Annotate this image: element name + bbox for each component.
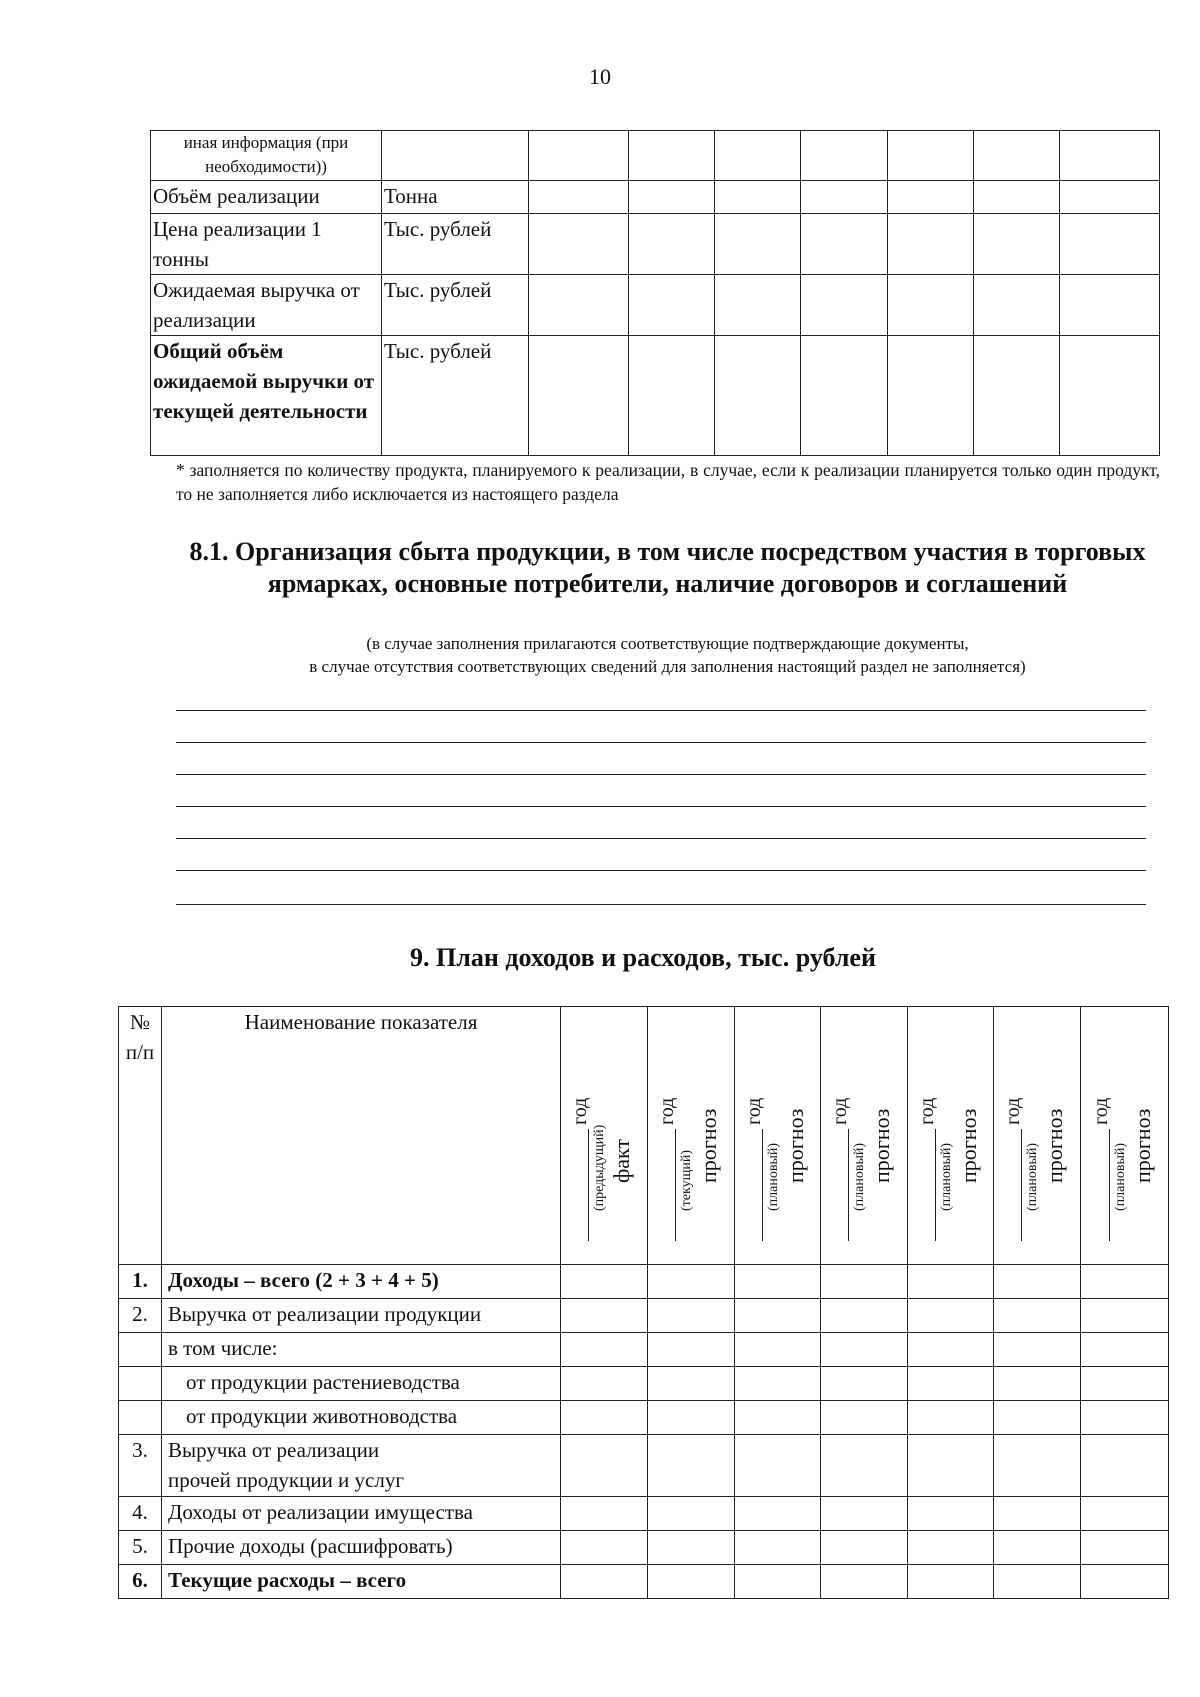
value-cell[interactable] xyxy=(888,275,974,336)
value-cell[interactable] xyxy=(908,1435,994,1497)
value-cell[interactable] xyxy=(1060,275,1160,336)
header-name: Наименование показателя xyxy=(162,1007,561,1265)
table-row xyxy=(119,1565,1169,1599)
value-cell[interactable] xyxy=(561,1531,648,1565)
value-cell[interactable] xyxy=(974,214,1060,275)
header-period xyxy=(561,1007,648,1265)
period-year: год xyxy=(829,1097,851,1125)
value-cell[interactable] xyxy=(994,1531,1081,1565)
row-num xyxy=(119,1367,162,1401)
value-cell[interactable] xyxy=(735,1565,821,1599)
sales-table xyxy=(150,130,1160,456)
value-cell[interactable] xyxy=(888,336,974,456)
value-cell[interactable] xyxy=(648,1265,735,1299)
value-cell[interactable] xyxy=(1081,1435,1169,1497)
period-year: год xyxy=(1089,1097,1112,1125)
value-cell[interactable] xyxy=(1081,1401,1169,1435)
value-cell[interactable] xyxy=(629,214,715,275)
value-cell[interactable] xyxy=(821,1367,908,1401)
value-cell[interactable] xyxy=(1081,1565,1169,1599)
value-cell[interactable] xyxy=(715,131,801,181)
value-cell[interactable] xyxy=(908,1531,994,1565)
header-period xyxy=(1081,1007,1169,1265)
table-row xyxy=(119,1299,1169,1333)
section-9-title: 9. План доходов и расходов, тыс. рублей xyxy=(410,943,876,972)
period-kind: прогноз xyxy=(696,1108,721,1183)
value-cell[interactable] xyxy=(821,1299,908,1333)
header-period xyxy=(821,1007,908,1265)
period-qualifier: (плановый) xyxy=(1025,1142,1040,1211)
row-name: от продукции животноводства xyxy=(162,1401,561,1435)
value-cell[interactable] xyxy=(888,181,974,214)
period-qualifier: (предыдущий) xyxy=(592,1124,607,1211)
value-cell[interactable] xyxy=(908,1299,994,1333)
value-cell[interactable] xyxy=(821,1531,908,1565)
value-cell[interactable] xyxy=(994,1497,1081,1531)
period-kind: прогноз xyxy=(1042,1108,1067,1183)
value-cell[interactable] xyxy=(974,336,1060,456)
table-row xyxy=(119,1531,1169,1565)
footnote: * заполняется по количеству продукта, планируемого к реализации, в случае, если к реализации планируется только один продукт, то не заполняется либо исключается из настоящего раздела xyxy=(176,460,1160,504)
row-num xyxy=(119,1333,162,1367)
value-cell[interactable] xyxy=(735,1333,821,1367)
header-period xyxy=(908,1007,994,1265)
row-unit: Тыс. рублей xyxy=(382,214,529,275)
value-cell[interactable] xyxy=(529,275,629,336)
value-cell[interactable] xyxy=(1081,1265,1169,1299)
header-period xyxy=(648,1007,735,1265)
section-8-1-title: 8.1. Организация сбыта продукции, в том числе посредством участия в торговых ярмарках, основные потребители, наличие договоров и соглашений xyxy=(189,537,1146,598)
value-cell[interactable] xyxy=(648,1435,735,1497)
value-cell[interactable] xyxy=(908,1401,994,1435)
value-cell[interactable] xyxy=(529,181,629,214)
row-label: Общий объём ожидаемой выручки от текущей деятельности xyxy=(151,336,382,456)
row-label: Объём реализации xyxy=(151,181,382,214)
value-cell[interactable] xyxy=(648,1401,735,1435)
value-cell[interactable] xyxy=(561,1333,648,1367)
value-cell[interactable] xyxy=(715,275,801,336)
period-year: год xyxy=(915,1097,938,1125)
value-cell[interactable] xyxy=(735,1367,821,1401)
value-cell[interactable] xyxy=(908,1565,994,1599)
value-cell[interactable] xyxy=(715,336,801,456)
value-cell[interactable] xyxy=(994,1367,1081,1401)
value-cell[interactable] xyxy=(561,1299,648,1333)
value-cell[interactable] xyxy=(561,1401,648,1435)
value-cell[interactable] xyxy=(735,1531,821,1565)
note-line: (в случае заполнения прилагаются соответствующие подтверждающие документы, xyxy=(366,634,969,653)
value-cell[interactable] xyxy=(974,275,1060,336)
table-row xyxy=(151,214,1160,275)
value-cell[interactable] xyxy=(715,214,801,275)
period-qualifier: (плановый) xyxy=(765,1142,781,1211)
table-row xyxy=(119,1265,1169,1299)
row-num: 2. xyxy=(119,1299,162,1333)
row-unit: Тыс. рублей xyxy=(382,336,529,456)
section-8-1-note xyxy=(175,632,1160,678)
table-row xyxy=(151,131,1160,181)
table-row xyxy=(119,1497,1169,1531)
value-cell[interactable] xyxy=(801,275,888,336)
row-num: 3. xyxy=(119,1435,162,1497)
row-num xyxy=(119,1401,162,1435)
fill-line[interactable] xyxy=(176,742,1146,743)
value-cell[interactable] xyxy=(648,1299,735,1333)
value-cell[interactable] xyxy=(648,1367,735,1401)
value-cell[interactable] xyxy=(629,275,715,336)
row-label: Ожидаемая выручка от реализации xyxy=(151,275,382,336)
value-cell[interactable] xyxy=(1081,1333,1169,1367)
value-cell[interactable] xyxy=(994,1435,1081,1497)
value-cell[interactable] xyxy=(735,1435,821,1497)
period-year: год xyxy=(656,1097,678,1125)
table-header-row xyxy=(119,1007,1169,1265)
value-cell[interactable] xyxy=(994,1265,1081,1299)
row-label: Цена реализации 1 тонны xyxy=(151,214,382,275)
value-cell[interactable] xyxy=(821,1333,908,1367)
period-kind: прогноз xyxy=(955,1108,981,1183)
value-cell[interactable] xyxy=(801,214,888,275)
table-row xyxy=(151,275,1160,336)
row-unit: Тыс. рублей xyxy=(382,275,529,336)
row-unit: Тонна xyxy=(382,181,529,214)
table-row xyxy=(119,1435,1169,1497)
row-num: 6. xyxy=(119,1565,162,1599)
fill-line[interactable] xyxy=(176,806,1146,807)
period-kind: факт xyxy=(609,1138,634,1183)
value-cell[interactable] xyxy=(735,1265,821,1299)
value-cell[interactable] xyxy=(821,1565,908,1599)
value-cell[interactable] xyxy=(648,1333,735,1367)
value-cell[interactable] xyxy=(1081,1497,1169,1531)
value-cell[interactable] xyxy=(648,1531,735,1565)
row-name: Выручка от реализации прочей продукции и услуг xyxy=(162,1435,561,1497)
value-cell[interactable] xyxy=(801,336,888,456)
value-cell[interactable] xyxy=(735,1497,821,1531)
value-cell[interactable] xyxy=(561,1565,648,1599)
value-cell[interactable] xyxy=(908,1265,994,1299)
period-qualifier: (плановый) xyxy=(852,1142,867,1211)
row-name: от продукции растениеводства xyxy=(162,1367,561,1401)
value-cell[interactable] xyxy=(629,181,715,214)
table-row xyxy=(119,1401,1169,1435)
fill-line[interactable] xyxy=(176,774,1146,775)
value-cell[interactable] xyxy=(648,1497,735,1531)
row-label: иная информация (при необходимости)) xyxy=(151,131,382,181)
value-cell[interactable] xyxy=(994,1299,1081,1333)
header-num: № п/п xyxy=(119,1007,162,1265)
value-cell[interactable] xyxy=(735,1299,821,1333)
value-cell[interactable] xyxy=(821,1265,908,1299)
table-row xyxy=(119,1333,1169,1367)
header-period xyxy=(735,1007,821,1265)
value-cell[interactable] xyxy=(1081,1367,1169,1401)
value-cell[interactable] xyxy=(1060,336,1160,456)
value-cell[interactable] xyxy=(1060,214,1160,275)
value-cell[interactable] xyxy=(994,1401,1081,1435)
value-cell[interactable] xyxy=(648,1565,735,1599)
row-unit xyxy=(382,131,529,181)
period-year: год xyxy=(742,1097,765,1125)
value-cell[interactable] xyxy=(974,181,1060,214)
row-name: Доходы – всего (2 + 3 + 4 + 5) xyxy=(162,1265,561,1299)
period-kind: прогноз xyxy=(869,1108,894,1183)
period-qualifier: (плановый) xyxy=(1112,1142,1128,1211)
row-name: Выручка от реализации продукции xyxy=(162,1299,561,1333)
value-cell[interactable] xyxy=(561,1435,648,1497)
row-name: Прочие доходы (расшифровать) xyxy=(162,1531,561,1565)
period-year: год xyxy=(569,1097,591,1125)
value-cell[interactable] xyxy=(908,1497,994,1531)
value-cell[interactable] xyxy=(888,214,974,275)
row-name: Доходы от реализации имущества xyxy=(162,1497,561,1531)
value-cell[interactable] xyxy=(888,131,974,181)
value-cell[interactable] xyxy=(561,1497,648,1531)
period-qualifier: (текущий) xyxy=(679,1149,694,1211)
value-cell[interactable] xyxy=(801,181,888,214)
value-cell[interactable] xyxy=(561,1265,648,1299)
period-kind: прогноз xyxy=(1129,1108,1155,1183)
fill-line[interactable] xyxy=(176,870,1146,871)
period-kind: прогноз xyxy=(782,1108,808,1183)
fill-line[interactable] xyxy=(176,710,1146,711)
row-num: 4. xyxy=(119,1497,162,1531)
period-qualifier: (плановый) xyxy=(938,1142,954,1211)
table-row xyxy=(151,336,1160,456)
value-cell[interactable] xyxy=(529,131,629,181)
page-number: 10 xyxy=(589,64,611,89)
value-cell[interactable] xyxy=(908,1333,994,1367)
value-cell[interactable] xyxy=(821,1497,908,1531)
value-cell[interactable] xyxy=(715,181,801,214)
value-cell[interactable] xyxy=(908,1367,994,1401)
fill-line[interactable] xyxy=(176,904,1146,905)
value-cell[interactable] xyxy=(1060,131,1160,181)
value-cell[interactable] xyxy=(994,1565,1081,1599)
header-period xyxy=(994,1007,1081,1265)
value-cell[interactable] xyxy=(629,336,715,456)
value-cell[interactable] xyxy=(801,131,888,181)
row-name: в том числе: xyxy=(162,1333,561,1367)
fill-line[interactable] xyxy=(176,838,1146,839)
value-cell[interactable] xyxy=(1081,1299,1169,1333)
value-cell[interactable] xyxy=(821,1435,908,1497)
value-cell[interactable] xyxy=(529,214,629,275)
period-year: год xyxy=(1002,1097,1024,1125)
income-expense-table xyxy=(118,1006,1169,1599)
row-name: Текущие расходы – всего xyxy=(162,1565,561,1599)
value-cell[interactable] xyxy=(735,1401,821,1435)
table-row xyxy=(151,181,1160,214)
value-cell[interactable] xyxy=(561,1367,648,1401)
value-cell[interactable] xyxy=(1060,181,1160,214)
value-cell[interactable] xyxy=(974,131,1060,181)
row-num: 5. xyxy=(119,1531,162,1565)
value-cell[interactable] xyxy=(1081,1531,1169,1565)
value-cell[interactable] xyxy=(629,131,715,181)
table-row xyxy=(119,1367,1169,1401)
value-cell[interactable] xyxy=(529,336,629,456)
value-cell[interactable] xyxy=(821,1401,908,1435)
row-num: 1. xyxy=(119,1265,162,1299)
value-cell[interactable] xyxy=(994,1333,1081,1367)
note-line: в случае отсутствия соответствующих сведений для заполнения настоящий раздел не заполняется) xyxy=(309,657,1026,676)
